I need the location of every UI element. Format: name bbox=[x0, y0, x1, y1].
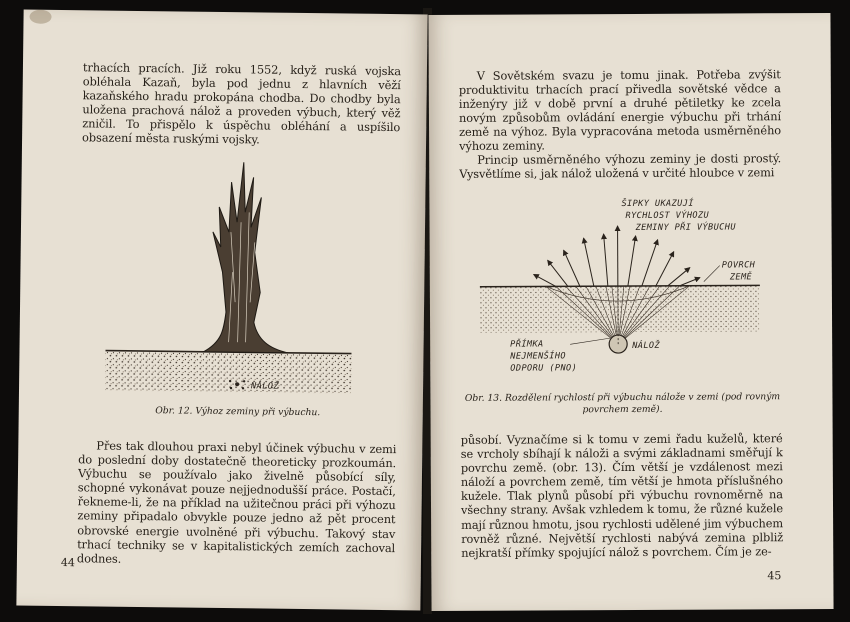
left-paragraph-1: trhacích pracích. Již roku 1552, když ruská vojska obléhala Kazaň, byla pod jednu z hlavních věží kazaňského hradu prokopána chodba. Do chodby byla uložena prachová nálož a proveden výbuch, který věž zničil. To přispělo k úspěchu obléhání a uspíšilo obsazení města ruskými vojsky. bbox=[82, 60, 402, 147]
figure-13-caption-line-2: povrchem země). bbox=[582, 403, 663, 416]
arrows-label-1: ŠIPKY UKAZUJÍ bbox=[621, 198, 694, 210]
surface-label-1: POVRCH bbox=[721, 260, 756, 271]
figure-13-caption-line-1: Obr. 13. Rozdělení rychlostí při výbuchu nálože v zemi (pod rovným bbox=[464, 391, 781, 404]
velocity-arrows bbox=[534, 226, 700, 287]
arrows-label-3: ZEMINY PŘI VÝBUCHU bbox=[635, 222, 736, 233]
right-paragraph-2: Princip usměrněného výhozu zeminy je dosti prostý. Vysvětlíme si, jak nálož uložená v určité hloubce v zemi bbox=[459, 151, 782, 181]
arrows-label-2: RYCHLOST VÝHOZU bbox=[625, 210, 710, 222]
cone-diagram bbox=[459, 185, 782, 387]
left-paragraph-2: Přes tak dlouhou praxi nebyl účinek výbuchu v zemi do poslední doby dostatečně theoreticky prozkoumán. Výbuchu se používalo jako živelně působící síly, schopné vykonávat pouze nejjednodušší práce. Postačí, řekneme-li, že na příklad na užitečnou práci při výhozu zeminy připadalo obvykle pouze jedno až pět procent obrovské energie uvolněné při výbuchu. Takový stav trhací techniky se v kapitalistických zemích zachoval dodnes. bbox=[76, 438, 397, 566]
surface-label-2: ZEMĚ bbox=[729, 272, 753, 283]
charge-label: NÁLOŽ bbox=[251, 381, 280, 392]
surface-pointer bbox=[704, 266, 720, 282]
ground-texture bbox=[105, 351, 351, 394]
charge-label-right: NÁLOŽ bbox=[632, 340, 661, 351]
pno-label-2: NEJMENŠÍHO bbox=[510, 351, 567, 362]
pno-pointer bbox=[570, 338, 610, 344]
right-paragraph-1: V Sovětském svazu je tomu jinak. Potřeba zvýšit produktivitu trhacích prací přivedla sovětské vědce a inženýry již v době první a druhé pětiletky ke zcela novým způsobům ovládání energie výbuchu při trhání země na výhoz. Byla vypracována metoda usměrněného výhozu zeminy. bbox=[458, 67, 782, 154]
right-page bbox=[428, 13, 833, 611]
figure-13-caption bbox=[454, 391, 790, 417]
figure-12-caption: Obr. 12. Výhoz zeminy při výbuchu. bbox=[155, 405, 321, 419]
left-page bbox=[16, 10, 427, 611]
right-paragraph-3: působí. Vyznačíme si k tomu v zemi řadu kuželů, které se vrcholy sbíhají k náloži a svými základnami směřují k povrchu země. (obr. 13). Čím větší je vzdálenost mezi náloží a povrchem země, tím větší je hmota příslušného kužele. Tlak plynů působí při výbuchu rovnoměrně na všechny strany. Avšak vzhledem k tomu, že různé kužele mají různou hmotu, jsou rychlosti udělené jim výbuchem rovněž různé. Největší rychlosti nabývá zemina plbliž nejkratší přímky spojující nálož s povrchem. Čím je ze- bbox=[460, 431, 784, 560]
pno-label-3: ODPORU (PNO) bbox=[510, 363, 578, 374]
explosion-illustration bbox=[103, 151, 356, 404]
page-number-left: 44 bbox=[60, 556, 75, 570]
page-number-right: 45 bbox=[767, 569, 782, 583]
pno-label-1: PŘÍMKA bbox=[510, 339, 544, 350]
page-stain bbox=[29, 10, 51, 24]
soil-plume bbox=[203, 162, 289, 353]
